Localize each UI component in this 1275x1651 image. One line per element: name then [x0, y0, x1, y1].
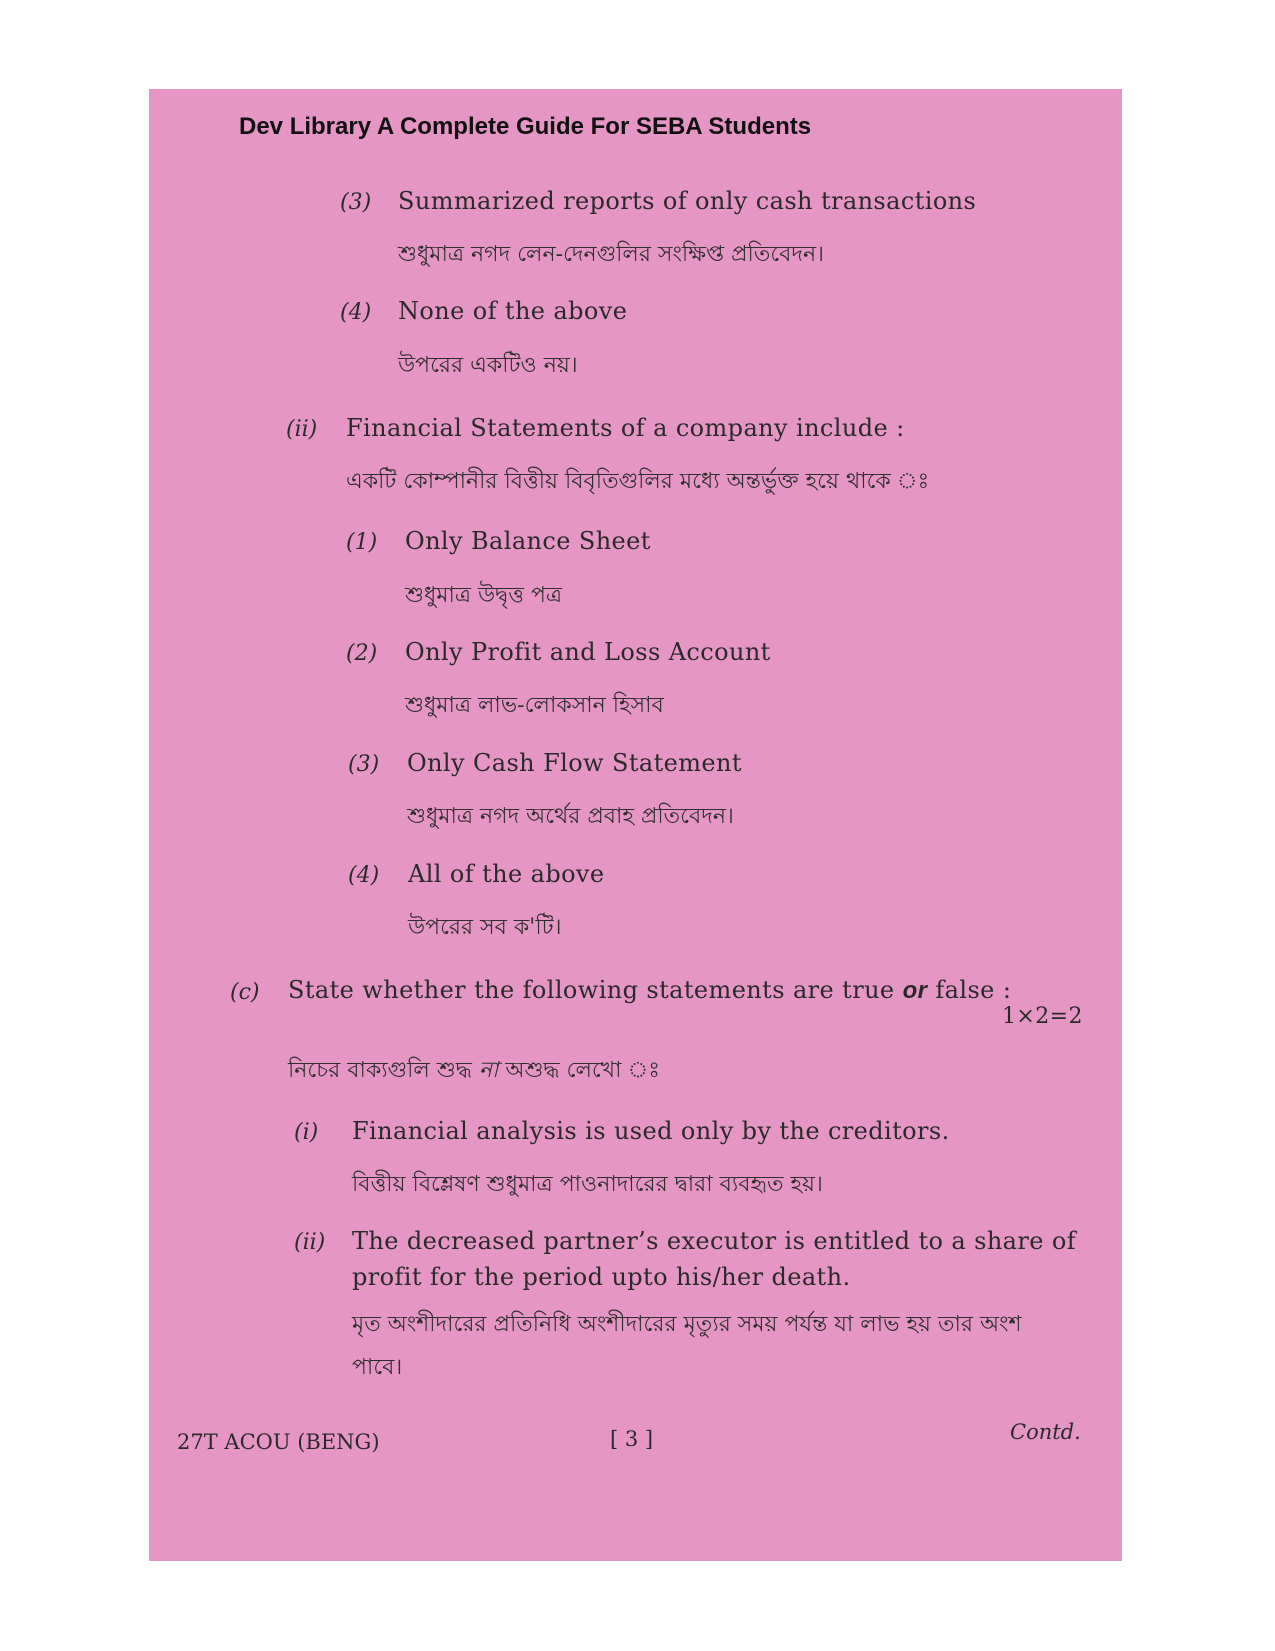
option-text-bengali: শুধুমাত্র নগদ লেন-দেনগুলির সংক্ষিপ্ত প্রতিবেদন।	[398, 242, 824, 267]
statement-text-bengali: বিত্তীয় বিশ্লেষণ শুধুমাত্র পাওনাদারের দ্বারা ব্যবহৃত হয়।	[352, 1172, 823, 1197]
page-number: [ 3 ]	[610, 1427, 654, 1451]
section-instruction: State whether the following statements are true or false :	[288, 976, 1012, 1004]
option-text: Summarized reports of only cash transactions	[398, 187, 977, 215]
statement-number: (i)	[294, 1120, 319, 1145]
option-text: Only Balance Sheet	[405, 527, 651, 555]
continued-label: Contd.	[1010, 1420, 1081, 1444]
option-text: None of the above	[398, 297, 628, 325]
option-number: (4)	[340, 300, 372, 325]
statement-text: Financial analysis is used only by the creditors.	[352, 1117, 950, 1145]
statement-text-bengali: মৃত অংশীদারের প্রতিনিধি অংশীদারের মৃত্যুর সময় পর্যন্ত যা লাভ হয় তার অংশ	[352, 1312, 1022, 1337]
option-text: All of the above	[408, 860, 605, 888]
option-number: (3)	[348, 752, 380, 777]
option-text-bengali: উপরের একটিও নয়।	[398, 353, 578, 378]
statement-number: (ii)	[294, 1230, 326, 1255]
option-number: (3)	[340, 190, 372, 215]
marks: 1×2=2	[1002, 1004, 1083, 1029]
section-instruction-bengali: নিচের বাক্যগুলি শুদ্ধ না অশুদ্ধ লেখো ঃ	[288, 1058, 660, 1083]
question-text: Financial Statements of a company include :	[346, 414, 905, 442]
option-text-bengali: উপরের সব ক'টি।	[408, 915, 562, 940]
option-text: Only Cash Flow Statement	[407, 749, 742, 777]
option-number: (1)	[346, 530, 378, 555]
statement-text-bengali: পাবে।	[352, 1355, 403, 1380]
option-text-bengali: শুধুমাত্র উদ্বৃত্ত পত্র	[405, 583, 563, 608]
statement-text: profit for the period upto his/her death.	[352, 1263, 851, 1291]
question-number: (ii)	[286, 417, 318, 442]
section-number: (c)	[230, 980, 260, 1005]
option-text-bengali: শুধুমাত্র নগদ অর্থের প্রবাহ প্রতিবেদন।	[407, 804, 734, 829]
option-number: (4)	[348, 863, 380, 888]
question-text-bengali: একটি কোম্পানীর বিত্তীয় বিবৃতিগুলির মধ্যে অন্তর্ভুক্ত হয়ে থাকে ঃ	[346, 469, 930, 494]
watermark-title: Dev Library A Complete Guide For SEBA Students	[239, 113, 812, 140]
statement-text: The decreased partner’s executor is entitled to a share of	[352, 1227, 1077, 1255]
paper-code: 27T ACOU (BENG)	[177, 1430, 380, 1454]
option-text-bengali: শুধুমাত্র লাভ-লোকসান হিসাব	[405, 693, 664, 718]
option-text: Only Profit and Loss Account	[405, 638, 771, 666]
option-number: (2)	[346, 641, 378, 666]
